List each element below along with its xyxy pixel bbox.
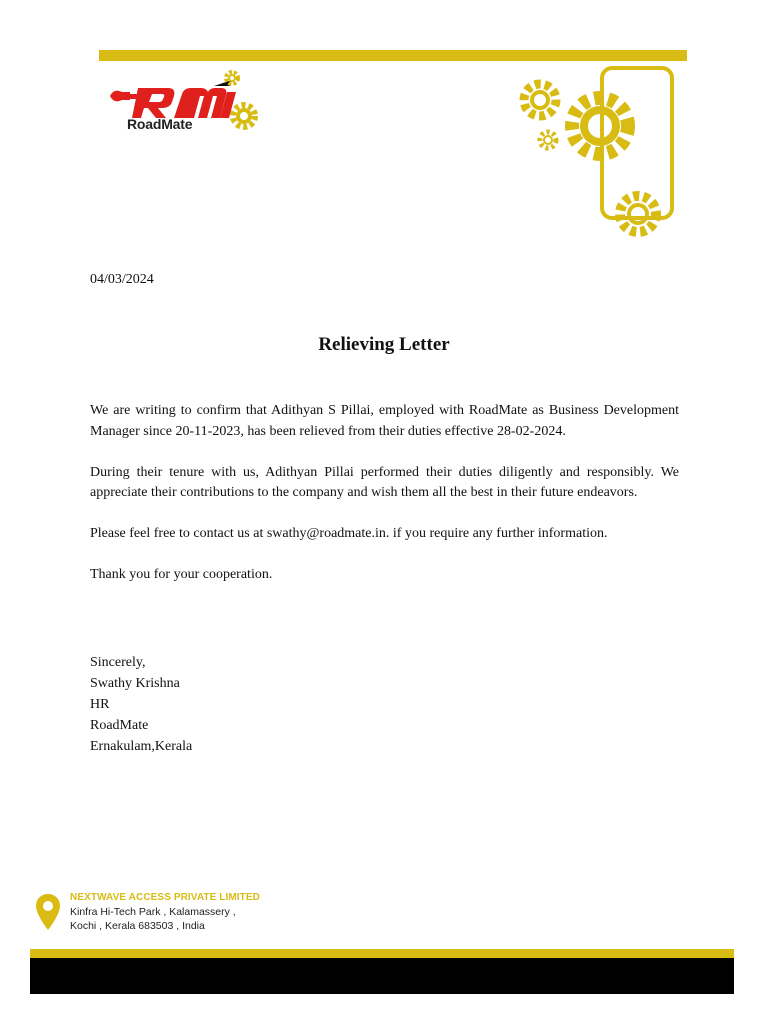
paragraph-thanks: Thank you for your cooperation. xyxy=(90,567,273,582)
signature-closing: Sincerely, xyxy=(90,655,146,670)
signature-name: Swathy Krishna xyxy=(90,676,180,691)
footer-black-bar xyxy=(30,958,734,994)
paragraph-confirmation: We are writing to confirm that Adithyan S Pillai, employed with RoadMate as Business Development Manager since 20-11-2023, has been relieved from their duties effective 28-02-2024. xyxy=(90,403,679,439)
paragraph-tenure: During their tenure with us, Adithyan Pillai performed their duties diligently and responsibly. We appreciate their contributions to the company and wish them all the best in their future endeavors. xyxy=(90,464,679,500)
signature-dept: HR xyxy=(90,697,110,712)
location-pin-icon xyxy=(35,893,61,931)
roadmate-logo xyxy=(108,66,268,140)
footer-company-name: NEXTWAVE ACCESS PRIVATE LIMITED xyxy=(70,892,260,903)
header-decoration xyxy=(510,64,690,242)
letter-title: Relieving Letter xyxy=(318,334,450,355)
header-accent-bar xyxy=(99,50,687,61)
footer-accent-bar xyxy=(30,949,734,958)
letter-date: 04/03/2024 xyxy=(90,272,154,287)
letter-body xyxy=(90,401,679,606)
signature-block xyxy=(90,652,192,757)
signature-company: RoadMate xyxy=(90,718,149,733)
footer-address-line2: Kochi , Kerala 683503 , India xyxy=(70,920,205,932)
paragraph-contact: Please feel free to contact us at swathy@roadmate.in. if you require any further information. xyxy=(90,526,608,541)
logo-wordmark: RoadMate xyxy=(127,116,193,132)
footer-address-line1: Kinfra Hi-Tech Park , Kalamassery , xyxy=(70,906,236,918)
gear-icon xyxy=(524,84,656,232)
footer-address xyxy=(70,905,236,933)
signature-location: Ernakulam,Kerala xyxy=(90,739,193,754)
